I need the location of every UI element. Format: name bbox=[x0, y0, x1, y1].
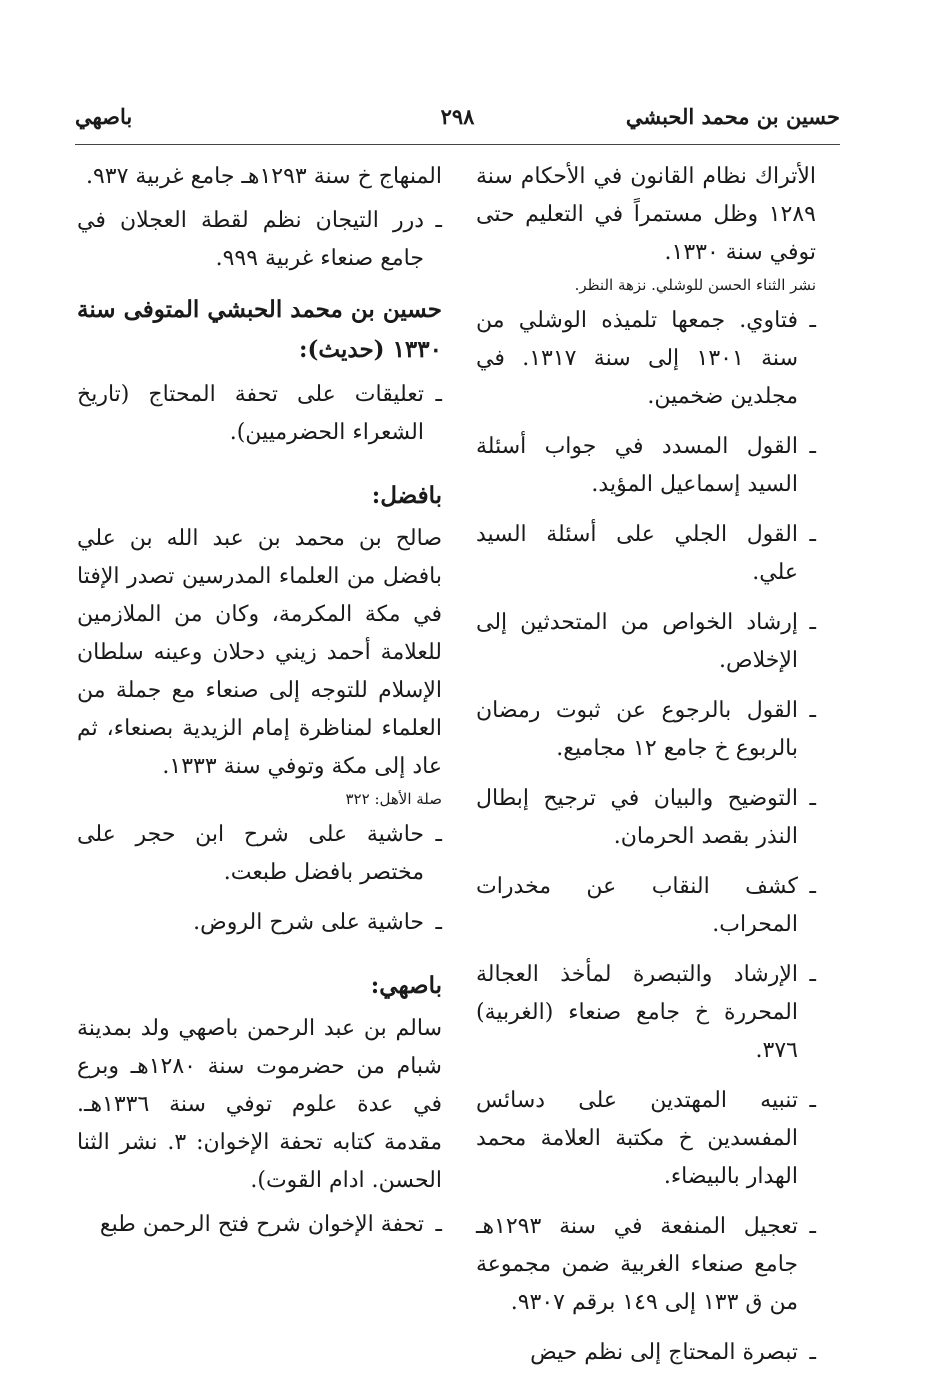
bafadl-biography: صالح بن محمد بن عبد الله بن علي بافضل من العلماء المدرسين تصدر الإفتا في مكة المكرمة، وكان من الملازمين للعلامة أحمد زيني دحلان وعينه سلطان الإسلام للتوجه إلى صنعاء مع جملة من العلماء لمناظرة إمام الزيدية بصنعاء، ثم عاد إلى مكة وتوفي سنة ١٣٣٣. bbox=[77, 526, 442, 779]
bafadl-source-note: صلة الأهل: ٣٢٢ bbox=[345, 790, 442, 808]
section-title-basahi: باصهي: bbox=[370, 972, 442, 999]
right-intro-paragraph: الأتراك نظام القانون في الأحكام سنة ١٢٨٩ وظل مستمراً في التعليم حتى توفي سنة ١٣٣٠. bbox=[476, 164, 816, 265]
list-item: ـ القول بالرجوع عن ثبوت رمضان بالربوع خ جامع ١٢ مجاميع. bbox=[476, 698, 816, 761]
right-column bbox=[476, 158, 816, 1384]
list-item: ـ إرشاد الخواص من المتحدثين إلى الإخلاص. bbox=[476, 610, 816, 673]
page-number: ٢٩٨ bbox=[440, 104, 475, 129]
header-rule bbox=[75, 144, 840, 145]
left-intro-paragraph: المنهاج خ سنة ١٢٩٣هـ جامع غربية ٩٣٧. bbox=[85, 164, 442, 189]
header-entry-name: باصهي bbox=[75, 104, 133, 129]
list-item: ـ تعجيل المنفعة في سنة ١٢٩٣هـ جامع صنعاء الغربية ضمن مجموعة من ق ١٣٣ إلى ١٤٩ برقم ٩٣٠٧. bbox=[476, 1214, 816, 1315]
right-source-note: نشر الثناء الحسن للوشلي. نزهة النظر. bbox=[574, 276, 816, 294]
list-item: ـ كشف النقاب عن مخدرات المحراب. bbox=[476, 874, 816, 937]
list-item: ـ فتاوي. جمعها تلميذه الوشلي من سنة ١٣٠١ إلى سنة ١٣١٧. في مجلدين ضخمين. bbox=[476, 308, 816, 409]
basahi-biography: سالم بن عبد الرحمن باصهي ولد بمدينة شبام من حضرموت سنة ١٢٨٠هـ وبرع في عدة علوم توفي سنة ١٣٣٦هـ. مقدمة كتابه تحفة الإخوان: ٣. نشر الثنا الحسن. ادام القوت). bbox=[77, 1016, 442, 1193]
list-item: ـ تعليقات على تحفة المحتاج (تاريخ الشعراء الحضرميين). bbox=[77, 382, 442, 445]
entry-heading: حسين بن محمد الحبشي المتوفى سنة ١٣٣٠ (حديث): bbox=[77, 296, 442, 363]
list-item: ـ التوضيح والبيان في ترجيح إبطال النذر بقصد الحرمان. bbox=[476, 786, 816, 849]
list-item: ـ القول الجلي على أسئلة السيد علي. bbox=[476, 522, 816, 585]
running-header bbox=[75, 104, 840, 144]
list-item: ـ الإرشاد والتبصرة لمأخذ العجالة المحررة خ جامع صنعاء (الغربية) ٣٧٦. bbox=[476, 962, 816, 1063]
left-column bbox=[77, 158, 442, 1256]
list-item: ـ تنبيه المهتدين على دسائس المفسدين خ مكتبة العلامة محمد الهدار بالبيضاء. bbox=[476, 1088, 816, 1189]
list-item: ـ تحفة الإخوان شرح فتح الرحمن طبع bbox=[99, 1212, 442, 1237]
header-author-name: حسين بن محمد الحبشي bbox=[625, 104, 840, 129]
list-item: ـ حاشية على شرح الروض. bbox=[193, 910, 442, 935]
list-item: ـ تبصرة المحتاج إلى نظم حيض bbox=[530, 1340, 816, 1365]
section-title-bafadl: بافضل: bbox=[371, 482, 442, 509]
list-item: ـ القول المسدد في جواب أسئلة السيد إسماعيل المؤيد. bbox=[476, 434, 816, 497]
list-item: ـ حاشية على شرح ابن حجر على مختصر بافضل طبعت. bbox=[77, 822, 442, 885]
list-item: ـ درر التيجان نظم لقطة العجلان في جامع صنعاء غربية ٩٩٩. bbox=[77, 208, 442, 271]
